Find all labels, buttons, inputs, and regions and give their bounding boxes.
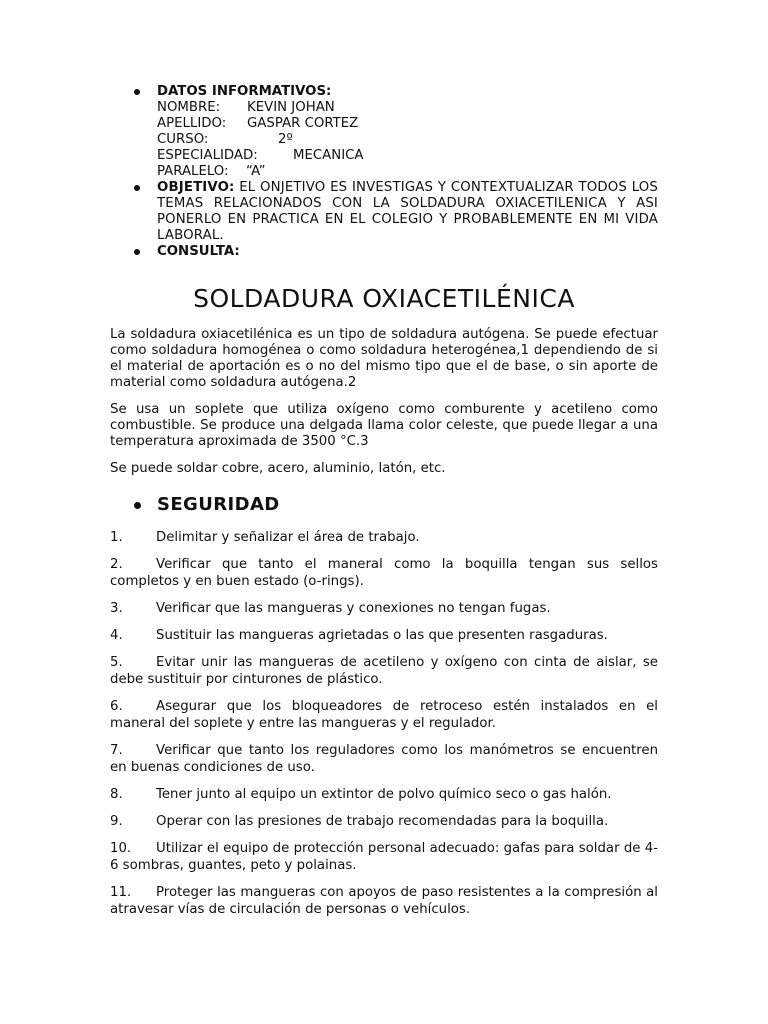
list-item [110,813,658,830]
nombre-row [157,100,658,116]
paralelo-value: “A” [246,164,266,179]
paralelo-row [157,164,658,180]
section-heading-seguridad [110,493,658,517]
apellido-label: APELLIDO: [157,116,227,131]
list-item-text: Utilizar el equipo de protección personal adecuado: gafas para soldar de 4-6 sombras, guantes, peto y polainas. [110,841,658,873]
consulta-label: CONSULTA: [157,244,240,259]
seguridad-list [110,529,658,918]
paragraph-soplete: Se usa un soplete que utiliza oxígeno como comburente y acetileno como combustible. Se produce una delgada llama color celeste, que puede llegar a una temperatura aproximada de 3500 °C.3 [110,402,658,449]
bullet-icon [134,89,140,95]
list-item-number: 6. [110,699,123,714]
especialidad-value: MECANICA [293,148,364,163]
objetivo-text-block [157,180,658,244]
list-item-number: 5. [110,655,123,670]
list-item-text: Verificar que tanto el maneral como la boquilla tengan sus sellos completos y en buen estado (o-rings). [110,557,658,589]
curso-value: 2º [278,132,293,147]
list-item [110,840,658,874]
objetivo-item [110,180,658,244]
objetivo-label: OBJETIVO: [157,180,235,195]
list-item [110,654,658,688]
bullet-icon [134,502,141,509]
nombre-label: NOMBRE: [157,100,221,115]
list-item-text: Tener junto al equipo un extintor de polvo químico seco o gas halón. [156,787,612,802]
list-item-text: Asegurar que los bloqueadores de retroceso estén instalados en el maneral del soplete y entre las mangueras y el regulador. [110,699,658,731]
nombre-value: KEVIN JOHAN [247,100,335,115]
list-item-number: 3. [110,601,123,616]
list-item-number: 9. [110,814,123,829]
list-item-text: Proteger las mangueras con apoyos de paso resistentes a la compresión al atravesar vías de circulación de personas o vehículos. [110,885,658,917]
paragraph-materiales: Se puede soldar cobre, acero, aluminio, latón, etc. [110,461,446,476]
datos-informativos-item [110,84,658,180]
bullet-icon [134,185,140,191]
list-item-text: Evitar unir las mangueras de acetileno y oxígeno con cinta de aislar, se debe sustituir por cinturones de plástico. [110,655,658,687]
list-item [110,627,658,644]
list-item [110,698,658,732]
list-item [110,786,658,803]
info-list [110,84,658,260]
list-item-number: 4. [110,628,123,643]
bullet-icon [134,249,140,255]
consulta-item [110,244,658,260]
objetivo-text: EL ONJETIVO ES INVESTIGAS Y CONTEXTUALIZAR TODOS LOS TEMAS RELACIONADOS CON LA SOLDADURA OXIACETILENICA Y ASI PONERLO EN PRACTICA EN EL COLEGIO Y PROBABLEMENTE EN MI VIDA LABORAL. [157,180,658,243]
curso-label: CURSO: [157,132,209,147]
page-title: SOLDADURA OXIACETILÉNICA [193,284,575,313]
apellido-value: GASPAR CORTEZ [247,116,359,131]
list-item [110,600,658,617]
list-item-text: Operar con las presiones de trabajo recomendadas para la boquilla. [156,814,609,829]
especialidad-label: ESPECIALIDAD: [157,148,258,163]
list-item-text: Delimitar y señalizar el área de trabajo. [156,530,420,545]
list-item-number: 8. [110,787,123,802]
list-item-text: Verificar que tanto los reguladores como los manómetros se encuentren en buenas condiciones de uso. [110,743,658,775]
paralelo-label: PARALELO: [157,164,229,179]
list-item [110,529,658,546]
list-item-number: 11. [110,885,132,900]
list-item-number: 10. [110,841,132,856]
list-item-text: Sustituir las mangueras agrietadas o las que presenten rasgaduras. [156,628,608,643]
apellido-row [157,116,658,132]
section-title: SEGURIDAD [157,494,280,515]
especialidad-row [157,148,658,164]
paragraph-definition: La soldadura oxiacetilénica es un tipo de soldadura autógena. Se puede efectuar como soldadura homogénea o como soldadura heterogénea,1 dependiendo de si el material de aportación es o no del mismo tipo que el de base, o sin aporte de material como soldadura autógena.2 [110,327,658,390]
list-item [110,884,658,918]
curso-row [157,132,658,148]
list-item-number: 1. [110,530,123,545]
list-item-text: Verificar que las mangueras y conexiones no tengan fugas. [156,601,551,616]
list-item-number: 7. [110,743,123,758]
list-item [110,556,658,590]
list-item-number: 2. [110,557,123,572]
document-page [110,84,658,928]
datos-label: DATOS INFORMATIVOS: [157,84,332,99]
list-item [110,742,658,776]
